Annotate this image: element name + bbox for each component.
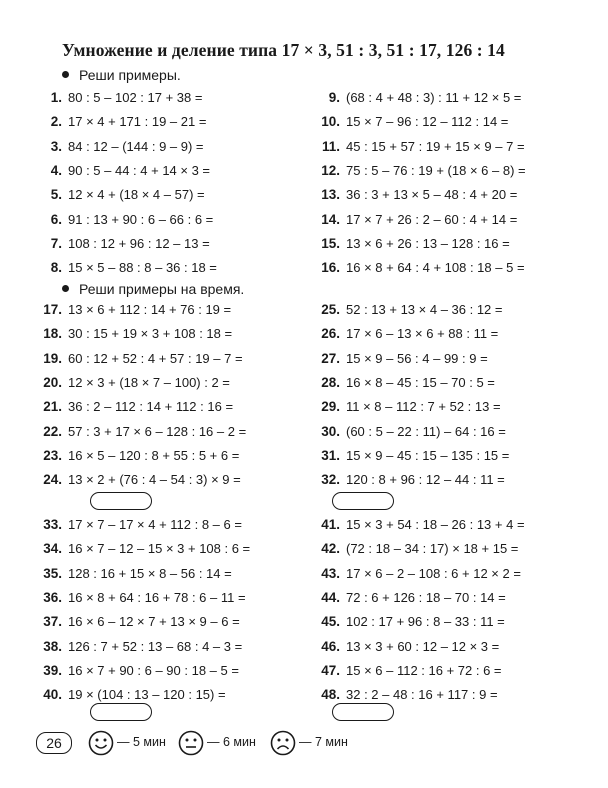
exercise-number: 47. [321,662,340,678]
exercise-expression: (68 : 4 + 48 : 3) : 11 + 12 × 5 = [346,90,522,105]
exercise-number: 26. [321,326,340,342]
exercise-item [318,137,525,157]
exercise-number: 30. [321,423,340,439]
exercise-item [318,258,525,278]
exercise-item [40,88,202,108]
page-title: Умножение и деление типа 17 × 3, 51 : 3, 51 : 17, 126 : 14 [62,40,505,60]
exercise-number: 36. [43,589,62,605]
bullet-icon [62,71,69,78]
exercise-expression: 16 × 6 – 12 × 7 + 13 × 9 – 6 = [68,614,240,630]
exercise-item [40,349,243,369]
exercise-item [318,539,518,559]
exercise-number: 9. [328,90,340,105]
exercise-expression: 13 × 6 + 26 : 13 – 128 : 16 = [346,235,510,251]
exercise-number: 7. [50,235,62,251]
exercise-expression: 13 × 6 + 112 : 14 + 76 : 19 = [68,302,232,317]
exercise-expression: 30 : 15 + 19 × 3 + 108 : 18 = [68,326,233,342]
exercise-number: 20. [43,374,62,390]
exercise-number: 10. [321,114,340,130]
time-7-label: — 7 мин [299,735,348,749]
exercise-expression: 52 : 13 + 13 × 4 – 36 : 12 = [346,302,503,317]
exercise-expression: 16 × 8 – 45 : 15 – 70 : 5 = [346,374,495,390]
exercise-number: 13. [321,187,340,203]
neutral-face-icon [178,730,204,756]
exercise-number: 11. [321,138,340,154]
exercise-expression: 57 : 3 + 17 × 6 – 128 : 16 – 2 = [68,423,247,439]
exercise-number: 16. [321,260,340,276]
exercise-expression: 19 × (104 : 13 – 120 : 15) = [68,687,226,703]
exercise-item [318,161,526,181]
exercise-item [40,422,246,442]
exercise-item [318,324,498,344]
exercise-item [40,234,210,254]
exercise-expression: 90 : 5 – 44 : 4 + 14 × 3 = [68,162,211,178]
exercise-number: 2. [50,114,62,130]
exercise-item [40,210,213,230]
time-6-label: — 6 мин [207,735,256,749]
exercise-number: 41. [321,517,340,532]
exercise-expression: 36 : 3 + 13 × 5 – 48 : 4 + 20 = [346,187,518,203]
exercise-number: 14. [321,211,340,227]
exercise-expression: 16 × 5 – 120 : 8 + 55 : 5 + 6 = [68,447,240,463]
smiling-face-icon [88,730,114,756]
frowning-face-icon [270,730,296,756]
exercise-number: 42. [321,541,340,557]
exercise-expression: 11 × 8 – 112 : 7 + 52 : 13 = [346,399,501,415]
exercise-item [318,661,502,681]
instruction-text: Реши примеры на время. [79,281,245,297]
exercise-item [40,446,239,466]
exercise-item [318,234,510,254]
exercise-item [40,661,239,681]
exercise-item [40,373,230,393]
time-answer-box[interactable] [332,492,394,510]
exercise-item [318,470,505,490]
time-answer-box[interactable] [90,703,152,721]
exercise-number: 28. [321,374,340,390]
exercise-number: 33. [43,517,62,532]
exercise-item [318,446,509,466]
exercise-number: 31. [321,447,340,463]
exercise-item [40,397,233,417]
exercise-item [318,210,517,230]
exercise-expression: 15 × 7 – 96 : 12 – 112 : 14 = [346,114,509,130]
exercise-expression: 108 : 12 + 96 : 12 – 13 = [68,235,210,251]
exercise-expression: 126 : 7 + 52 : 13 – 68 : 4 – 3 = [68,638,243,654]
exercise-number: 24. [43,472,62,488]
exercise-number: 38. [43,638,62,654]
exercise-item [318,637,499,657]
exercise-item [318,349,488,369]
exercise-number: 22. [43,423,62,439]
exercise-expression: 128 : 16 + 15 × 8 – 56 : 14 = [68,565,232,581]
exercise-number: 23. [43,447,62,463]
exercise-expression: 12 × 4 + (18 × 4 – 57) = [68,187,205,203]
footer [0,730,608,756]
exercise-expression: 17 × 6 – 2 – 108 : 6 + 12 × 2 = [346,565,521,581]
exercise-expression: 17 × 4 + 171 : 19 – 21 = [68,114,207,130]
exercise-expression: 13 × 2 + (76 : 4 – 54 : 3) × 9 = [68,472,241,488]
exercise-number: 15. [321,235,340,251]
exercise-item [40,588,246,608]
exercise-number: 5. [50,187,62,203]
exercise-expression: 45 : 15 + 57 : 19 + 15 × 9 – 7 = [346,138,525,154]
exercise-number: 39. [43,662,62,678]
time-5-label: — 5 мин [117,735,166,749]
exercise-number: 1. [50,90,62,105]
exercise-expression: 75 : 5 – 76 : 19 + (18 × 6 – 8) = [346,162,526,178]
exercise-expression: 15 × 3 + 54 : 18 – 26 : 13 + 4 = [346,517,525,532]
exercise-item [40,137,204,157]
exercise-expression: 17 × 6 – 13 × 6 + 88 : 11 = [346,326,499,342]
exercise-item [40,470,241,490]
exercise-expression: 91 : 13 + 90 : 6 – 66 : 6 = [68,211,214,227]
exercise-expression: 16 × 8 + 64 : 16 + 78 : 6 – 11 = [68,589,246,605]
exercise-number: 46. [321,638,340,654]
exercise-expression: 80 : 5 – 102 : 17 + 38 = [68,90,203,105]
exercise-number: 35. [43,565,62,581]
exercise-item [40,324,232,344]
exercise-item [318,112,508,132]
exercise-number: 21. [43,399,62,415]
exercise-number: 45. [321,614,340,630]
exercise-expression: 60 : 12 + 52 : 4 + 57 : 19 – 7 = [68,350,243,366]
exercise-number: 48. [321,687,340,703]
exercise-number: 25. [321,302,340,317]
exercise-item [318,564,521,584]
exercise-expression: 120 : 8 + 96 : 12 – 44 : 11 = [346,472,505,488]
exercise-number: 37. [43,614,62,630]
exercise-expression: 16 × 8 + 64 : 4 + 108 : 18 – 5 = [346,260,525,276]
exercise-item [40,300,231,320]
exercise-expression: 15 × 5 – 88 : 8 – 36 : 18 = [68,260,217,276]
exercise-expression: 32 : 2 – 48 : 16 + 117 : 9 = [346,687,498,703]
exercise-item [318,397,501,417]
exercise-expression: 15 × 9 – 56 : 4 – 99 : 9 = [346,350,488,366]
exercise-number: 34. [43,541,62,557]
exercise-item [318,422,506,442]
bullet-icon [62,285,69,292]
instruction [62,281,244,297]
exercise-number: 44. [321,589,340,605]
exercise-expression: 102 : 17 + 96 : 8 – 33 : 11 = [346,614,505,630]
exercise-item [318,612,505,632]
exercise-item [40,112,206,132]
exercise-item [318,185,517,205]
instruction [62,67,181,83]
exercise-item [40,258,217,278]
exercise-item [40,515,242,535]
exercise-expression: (72 : 18 – 34 : 17) × 18 + 15 = [346,541,519,557]
exercise-expression: 84 : 12 – (144 : 9 – 9) = [68,138,204,154]
page-number: 26 [36,732,72,754]
exercise-number: 6. [50,211,62,227]
instruction-text: Реши примеры. [79,67,181,83]
exercise-item [40,564,232,584]
exercise-expression: 15 × 9 – 45 : 15 – 135 : 15 = [346,447,510,463]
exercise-number: 8. [50,260,62,276]
exercise-number: 43. [321,565,340,581]
exercise-number: 40. [43,687,62,703]
exercise-expression: 17 × 7 – 17 × 4 + 112 : 8 – 6 = [68,517,242,532]
exercise-item [318,88,521,108]
exercise-expression: (60 : 5 – 22 : 11) – 64 : 16 = [346,423,506,439]
time-answer-box[interactable] [332,703,394,721]
exercise-expression: 36 : 2 – 112 : 14 + 112 : 16 = [68,399,234,415]
exercise-number: 18. [43,326,62,342]
exercise-item [40,637,242,657]
exercise-expression: 15 × 6 – 112 : 16 + 72 : 6 = [346,662,502,678]
exercise-number: 12. [321,162,340,178]
exercise-number: 27. [321,350,340,366]
exercise-expression: 16 × 7 + 90 : 6 – 90 : 18 – 5 = [68,662,239,678]
exercise-expression: 72 : 6 + 126 : 18 – 70 : 14 = [346,589,506,605]
exercise-expression: 12 × 3 + (18 × 7 – 100) : 2 = [68,374,230,390]
exercise-item [40,185,205,205]
exercise-number: 3. [50,138,62,154]
exercise-item [318,515,525,535]
exercise-number: 17. [43,302,62,317]
exercise-number: 32. [321,472,340,488]
exercise-expression: 16 × 7 – 12 – 15 × 3 + 108 : 6 = [68,541,251,557]
exercise-number: 29. [321,399,340,415]
exercise-number: 19. [43,350,62,366]
exercise-item [40,612,240,632]
exercise-item [318,373,495,393]
time-answer-box[interactable] [90,492,152,510]
exercise-item [40,539,250,559]
exercise-item [318,588,506,608]
exercise-expression: 13 × 3 + 60 : 12 – 12 × 3 = [346,638,500,654]
exercise-item [318,300,503,320]
exercise-item [40,161,210,181]
exercise-expression: 17 × 7 + 26 : 2 – 60 : 4 + 14 = [346,211,518,227]
exercise-number: 4. [50,162,62,178]
